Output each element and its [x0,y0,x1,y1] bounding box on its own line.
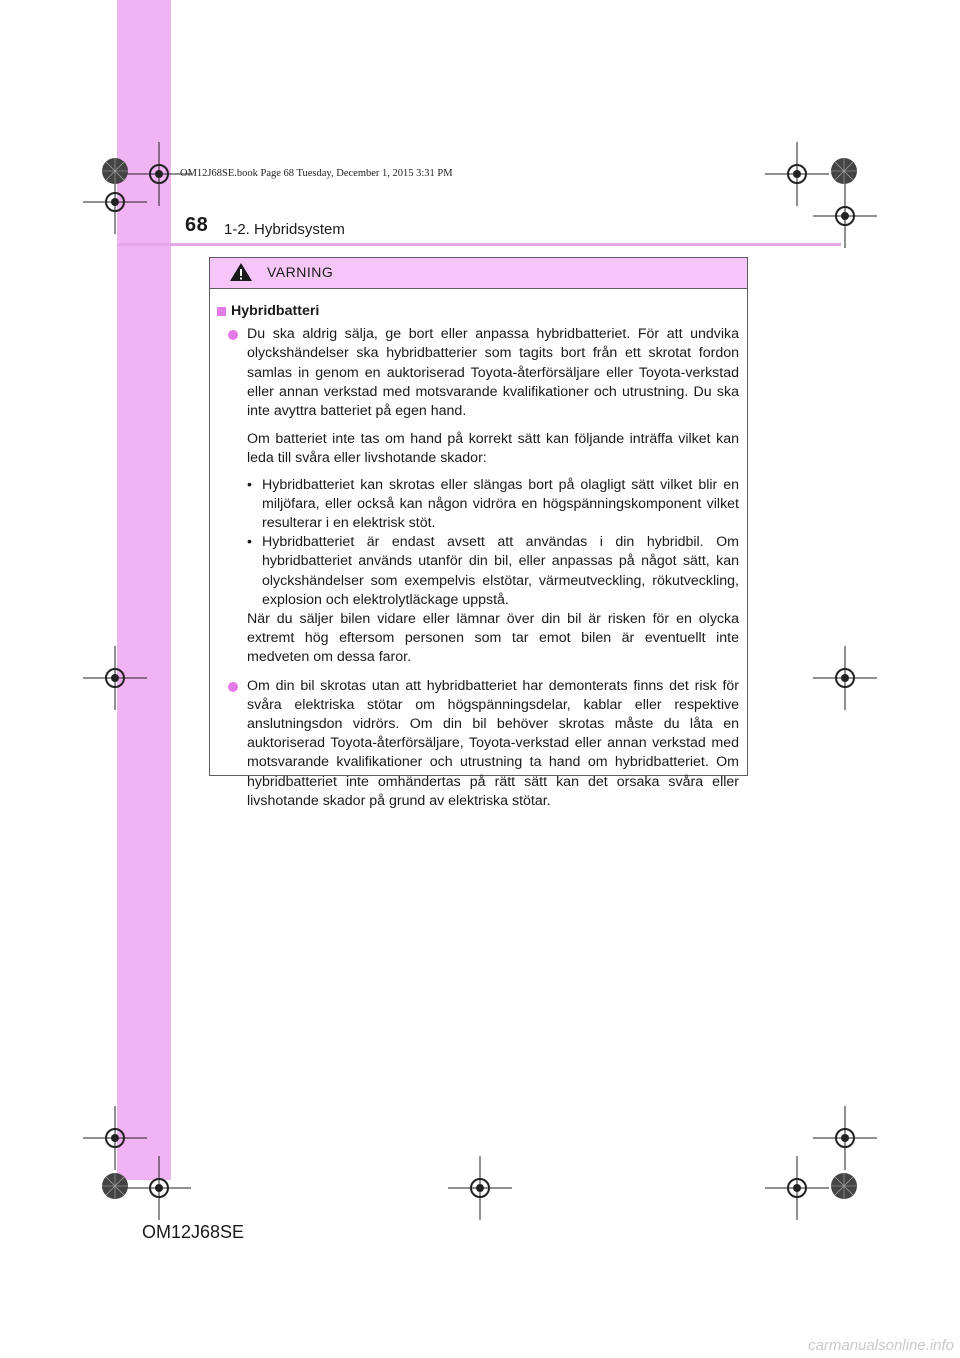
subheading [216,302,739,321]
sub-bullet-mark: • [247,534,252,551]
bullet-item [216,325,739,667]
sub-list-text: Hybridbatteriet kan skrotas eller slängas bort på olagligt sätt vilket blir en miljöfara, eller också kan någon vidröra en högspänningskomponent vilket resulterar i en elektrisk stöt. [262,476,739,532]
warning-box [209,257,748,809]
round-bullet-icon [228,330,238,340]
round-bullet-icon [228,682,238,692]
sub-list-text: Hybridbatteriet är endast avsett att användas i din hybridbil. Om hybridbatteriet används utanför din bil, eller anpassas på något sätt, kan olyckshändelser som exempelvis elstötar, värmeutveckling, rökutveckling, explosion och elektrolytläckage uppstå. [262,534,739,608]
paragraph: När du säljer bilen vidare eller lämnar över din bil är risken för en olycka extremt hög eftersom personen som tar emot bilen är eventuellt inte medveten om dessa faror. [247,611,739,666]
starburst-mark-icon [101,1172,129,1200]
square-bullet-icon [217,307,226,316]
registration-mark-icon [448,1156,512,1220]
sub-bullet-mark: • [247,476,252,493]
warning-header [210,258,747,289]
section-title: 1-2. Hybridsystem [224,221,345,238]
page-number: 68 [185,214,209,236]
starburst-mark-icon [101,157,129,185]
paragraph: Om batteriet inte tas om hand på korrekt sätt kan följande inträffa vilket kan leda till svåra eller livshotande skador: [247,431,739,467]
registration-mark-icon [813,184,877,248]
warning-label: VARNING [267,264,334,280]
registration-mark-icon [813,646,877,710]
header-rule [117,243,841,246]
bullet-text: Du ska aldrig sälja, ge bort eller anpassa hybridbatteriet. För att undvika olyckshändelser ska hybridbatterier som tagits bort från ett skrotat fordon samlas in genom en auktoriserad Toyota-återförsäljare eller Toyota-verkstad eller annan verkstad med motsvarande kvalifikationer och utrustning. Du ska inte avyttra batteriet på egen hand. [247,326,739,420]
starburst-mark-icon [830,157,858,185]
registration-mark-icon [127,1156,191,1220]
sub-list-item [247,476,739,534]
registration-mark-icon [83,646,147,710]
sub-list-item [247,533,739,610]
subheading-text: Hybridbatteri [231,303,320,319]
manual-code: OM12J68SE [142,1222,245,1242]
starburst-mark-icon [830,1172,858,1200]
sub-list [247,476,739,610]
book-stamp: OM12J68SE.book Page 68 Tuesday, December 1, 2015 3:31 PM [180,168,453,179]
bullet-item [216,677,739,811]
watermark: carmanualsonline.info [808,1337,954,1354]
registration-mark-icon [127,142,191,206]
warning-triangle-icon [229,262,253,287]
bullet-text: Om din bil skrotas utan att hybridbatteriet har demonterats finns det risk för svåra elektriska stötar om högspänningsdelar, kablar eller respektive anslutningsdon vidrörs. Om din bil behöver skrotas måste du låta en auktoriserad Toyota-återförsäljare, Toyota-verkstad eller annan verkstad med motsvarande kvalifikationer och utrustning ta hand om hybridbatteriet. Om hybridbatteriet inte omhändertas på rätt sätt kan det orsaka svåra eller livshotande skador på grund av elektriska stötar. [247,677,739,809]
registration-mark-icon [813,1106,877,1170]
warning-body [210,289,747,811]
